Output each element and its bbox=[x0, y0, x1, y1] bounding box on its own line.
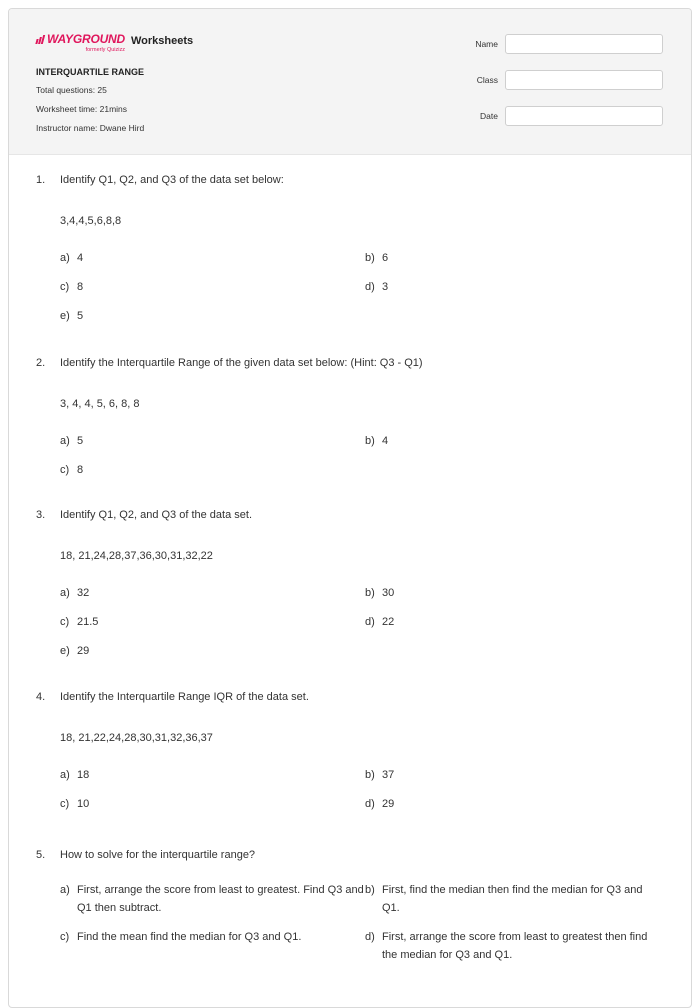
option-letter: c) bbox=[60, 616, 70, 628]
option-letter: d) bbox=[365, 616, 375, 628]
question-stem bbox=[36, 357, 655, 369]
answer-option bbox=[365, 613, 655, 631]
answer-option bbox=[60, 795, 365, 813]
option-letter: c) bbox=[60, 798, 70, 810]
option-text: 21.5 bbox=[77, 616, 99, 628]
class-label: Class bbox=[476, 75, 498, 85]
option-letter: b) bbox=[365, 587, 375, 599]
option-text: 10 bbox=[77, 798, 90, 810]
option-letter: b) bbox=[365, 435, 375, 447]
option-text: 29 bbox=[382, 798, 395, 810]
question-text: Identify Q1, Q2, and Q3 of the data set. bbox=[60, 509, 253, 521]
option-text: 5 bbox=[77, 310, 84, 322]
answer-option bbox=[365, 928, 655, 964]
question-data-set: 3, 4, 4, 5, 6, 8, 8 bbox=[60, 398, 140, 410]
date-label: Date bbox=[480, 111, 498, 121]
answer-option bbox=[365, 881, 655, 917]
option-letter: a) bbox=[60, 884, 70, 896]
question-text: Identify the Interquartile Range IQR of the data set. bbox=[60, 691, 309, 703]
date-field[interactable] bbox=[505, 106, 663, 126]
option-text: 18 bbox=[77, 769, 90, 781]
option-text: 32 bbox=[77, 587, 90, 599]
worksheet-title: INTERQUARTILE RANGE bbox=[36, 67, 144, 77]
brand bbox=[36, 32, 193, 53]
option-letter: a) bbox=[60, 252, 70, 264]
option-text: First, arrange the score from least to greatest. Find Q3 and Q1 then subtract. bbox=[77, 884, 364, 914]
option-text: 4 bbox=[77, 252, 84, 264]
question-stem bbox=[36, 509, 655, 521]
question bbox=[36, 849, 655, 964]
answer-option bbox=[60, 766, 365, 784]
option-text: 30 bbox=[382, 587, 395, 599]
answer-option bbox=[60, 307, 365, 325]
brand-title: Worksheets bbox=[130, 35, 194, 47]
worksheet-header bbox=[9, 9, 691, 155]
answer-options bbox=[60, 584, 655, 660]
answer-options bbox=[60, 249, 655, 325]
worksheet-page bbox=[8, 8, 692, 1008]
answer-options bbox=[60, 432, 655, 479]
answer-option bbox=[60, 642, 365, 660]
option-text: 4 bbox=[382, 435, 389, 447]
answer-option bbox=[365, 278, 655, 296]
option-text: First, find the median then find the median for Q3 and Q1. bbox=[382, 884, 643, 914]
answer-option bbox=[60, 278, 365, 296]
option-letter: e) bbox=[60, 310, 70, 322]
answer-options bbox=[60, 881, 655, 964]
question-text: How to solve for the interquartile range? bbox=[60, 849, 256, 861]
option-text: 3 bbox=[382, 281, 389, 293]
question-number: 5. bbox=[36, 849, 46, 861]
question-number: 1. bbox=[36, 174, 46, 186]
answer-option bbox=[60, 432, 365, 450]
answer-option bbox=[60, 461, 365, 479]
logo-text: WAYGROUND bbox=[47, 32, 125, 46]
wayground-logo bbox=[36, 32, 125, 53]
option-text: Find the mean find the median for Q3 and Q1. bbox=[77, 931, 302, 943]
question-number: 4. bbox=[36, 691, 46, 703]
answer-options bbox=[60, 766, 655, 813]
question bbox=[36, 357, 655, 479]
option-text: First, arrange the score from least to greatest then find the median for Q3 and Q1. bbox=[382, 931, 648, 961]
option-text: 8 bbox=[77, 281, 84, 293]
option-letter: c) bbox=[60, 931, 70, 943]
question-data-set: 3,4,4,5,6,8,8 bbox=[60, 215, 122, 227]
answer-option bbox=[60, 584, 365, 602]
question-data-set: 18, 21,22,24,28,30,31,32,36,37 bbox=[60, 732, 213, 744]
answer-option bbox=[365, 795, 655, 813]
total-questions: Total questions: 25 bbox=[36, 85, 107, 95]
option-letter: b) bbox=[365, 769, 375, 781]
question-text: Identify the Interquartile Range of the given data set below: (Hint: Q3 - Q1) bbox=[60, 357, 423, 369]
option-letter: d) bbox=[365, 798, 375, 810]
option-letter: e) bbox=[60, 645, 70, 657]
worksheet-meta bbox=[36, 67, 144, 142]
question bbox=[36, 509, 655, 660]
option-letter: b) bbox=[365, 252, 375, 264]
option-letter: c) bbox=[60, 464, 70, 476]
class-field[interactable] bbox=[505, 70, 663, 90]
name-label: Name bbox=[475, 39, 498, 49]
option-text: 5 bbox=[77, 435, 84, 447]
option-letter: c) bbox=[60, 281, 70, 293]
answer-option bbox=[365, 249, 655, 267]
instructor-name: Instructor name: Dwane Hird bbox=[36, 123, 145, 133]
option-letter: a) bbox=[60, 769, 70, 781]
question-number: 2. bbox=[36, 357, 46, 369]
option-letter: a) bbox=[60, 435, 70, 447]
answer-option bbox=[365, 584, 655, 602]
worksheet-time: Worksheet time: 21mins bbox=[36, 104, 128, 114]
answer-option bbox=[60, 881, 365, 917]
name-field-row bbox=[458, 34, 663, 54]
question-text: Identify Q1, Q2, and Q3 of the data set below: bbox=[60, 174, 284, 186]
answer-option bbox=[365, 766, 655, 784]
answer-option bbox=[60, 249, 365, 267]
answer-option bbox=[60, 928, 365, 964]
option-letter: d) bbox=[365, 281, 375, 293]
question-data-set: 18, 21,24,28,37,36,30,31,32,22 bbox=[60, 550, 213, 562]
name-field[interactable] bbox=[505, 34, 663, 54]
date-field-row bbox=[458, 106, 663, 126]
option-letter: a) bbox=[60, 587, 70, 599]
option-text: 6 bbox=[382, 252, 389, 264]
question-stem bbox=[36, 691, 655, 703]
logo-bars-icon bbox=[36, 35, 45, 44]
option-text: 37 bbox=[382, 769, 395, 781]
question-stem bbox=[36, 174, 655, 186]
option-text: 8 bbox=[77, 464, 84, 476]
question bbox=[36, 691, 655, 813]
question-number: 3. bbox=[36, 509, 46, 521]
answer-option bbox=[365, 432, 655, 450]
option-text: 29 bbox=[77, 645, 90, 657]
class-field-row bbox=[458, 70, 663, 90]
question-stem bbox=[36, 849, 655, 861]
option-letter: b) bbox=[365, 884, 375, 896]
option-text: 22 bbox=[382, 616, 395, 628]
option-letter: d) bbox=[365, 931, 375, 943]
logo-subtext: formerly Quizizz bbox=[85, 47, 125, 53]
question bbox=[36, 174, 655, 325]
answer-option bbox=[60, 613, 365, 631]
